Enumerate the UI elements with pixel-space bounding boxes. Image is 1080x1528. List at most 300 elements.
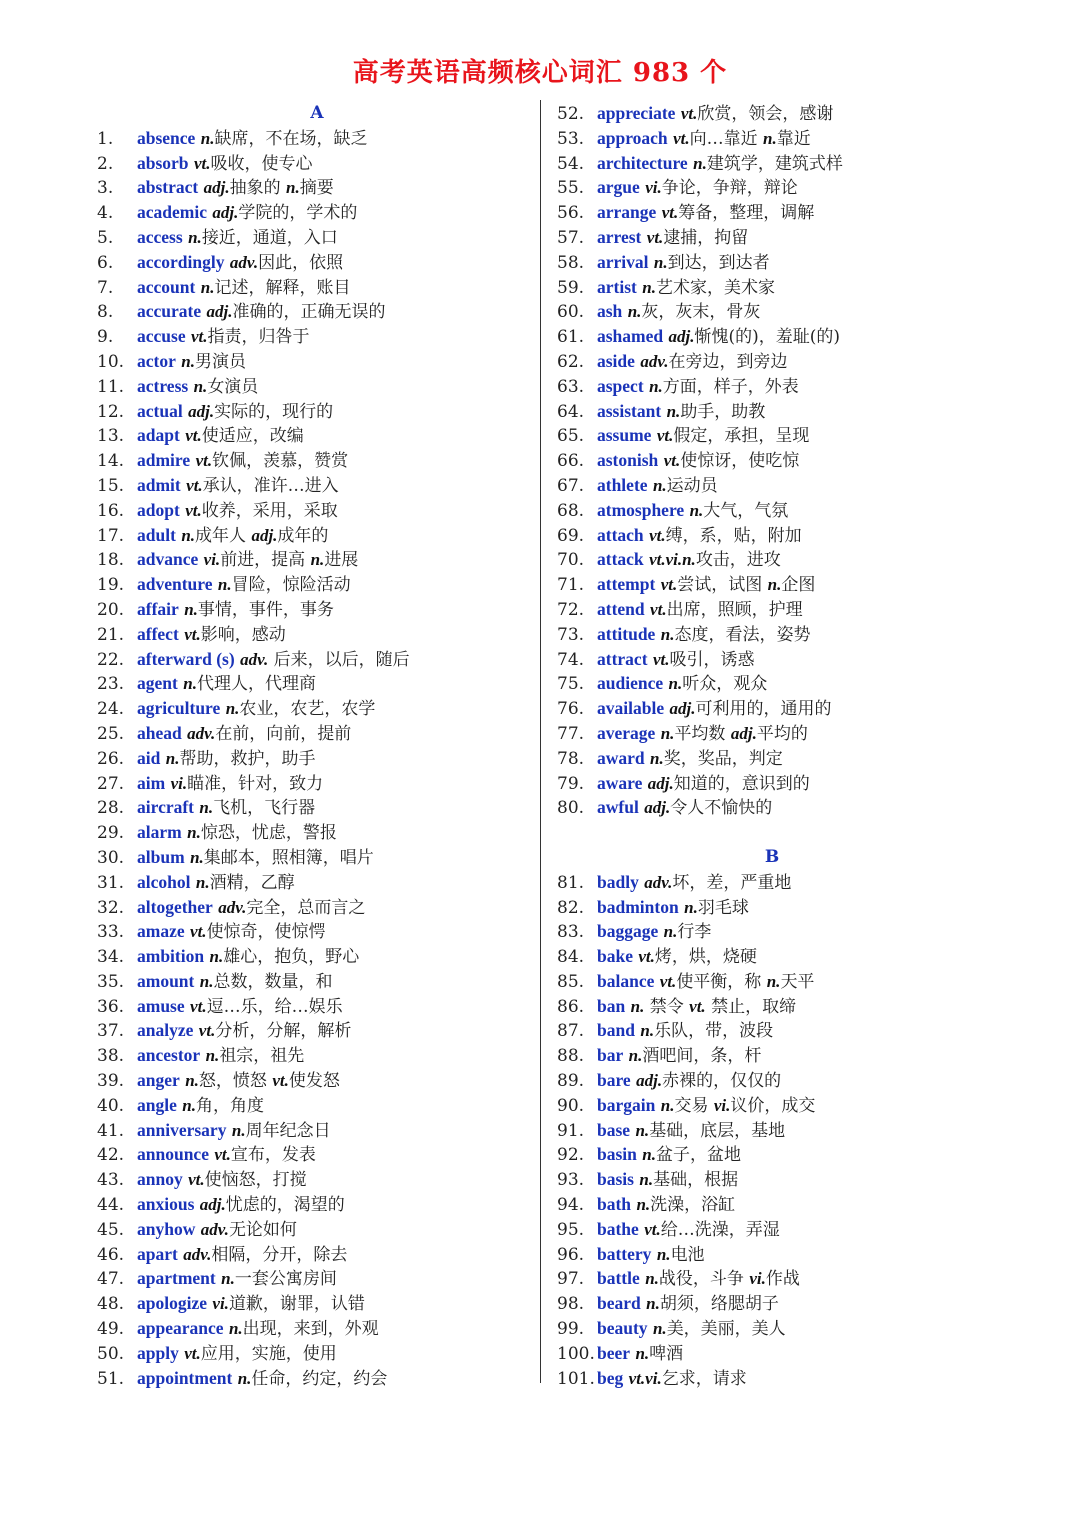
vocab-entry: [557, 324, 987, 349]
vocab-entry: [557, 622, 987, 647]
definition: 给…洗澡，弄湿: [660, 1219, 780, 1240]
entry-word: adapt: [137, 425, 180, 446]
entry-number: 89.: [557, 1071, 585, 1092]
part-of-speech: n.: [181, 525, 196, 545]
part-of-speech: n.: [645, 1269, 659, 1289]
entry-number: 40.: [97, 1095, 125, 1116]
entry-word: architecture: [597, 152, 688, 173]
definition: 平均的: [756, 723, 808, 744]
entry-word: bargain: [597, 1094, 656, 1115]
definition: 听众，观众: [682, 674, 768, 695]
vocab-entry: [557, 101, 987, 126]
part-of-speech: adj.: [669, 699, 696, 719]
part-of-speech: vt.: [193, 153, 211, 173]
definition: 天平: [780, 971, 815, 992]
entry-number: 65.: [557, 426, 585, 447]
definition: 吸引，诱惑: [669, 649, 755, 670]
definition: 酒精，乙醇: [209, 872, 295, 893]
part-of-speech: n.: [231, 1120, 246, 1140]
vocab-entry: [97, 671, 537, 696]
vocab-entry: [557, 126, 987, 151]
part-of-speech: n.: [763, 128, 777, 148]
definition: 使惊讶，使吃惊: [680, 451, 800, 472]
entry-word: battle: [597, 1268, 640, 1289]
definition: 忧虑的，渴望的: [225, 1195, 345, 1216]
entry-word: amaze: [137, 921, 185, 942]
entry-word: audience: [597, 673, 664, 694]
definition: 羽毛球: [697, 897, 749, 918]
vocab-entry: [97, 448, 537, 473]
entry-number: 90.: [557, 1095, 585, 1116]
part-of-speech: n.: [182, 1095, 196, 1115]
part-of-speech: n.: [209, 947, 224, 967]
part-of-speech: n.: [660, 624, 675, 644]
entry-number: 92.: [557, 1145, 585, 1166]
entry-number: 14.: [97, 451, 125, 472]
definition: 在前，向前，提前: [215, 723, 352, 744]
entry-word: ban: [597, 995, 626, 1016]
definition: 方面，样子，外表: [662, 376, 799, 397]
definition: 行李: [677, 922, 712, 943]
part-of-speech: n.: [165, 748, 180, 768]
entry-word: apartment: [137, 1268, 216, 1289]
part-of-speech: n.: [187, 823, 201, 843]
definition: 学院的，学术的: [238, 203, 358, 224]
vocab-entry: [557, 250, 987, 275]
part-of-speech: n.: [630, 996, 645, 1016]
entry-number: 57.: [557, 227, 585, 248]
part-of-speech: vt.: [188, 1170, 205, 1190]
entry-number: 23.: [97, 674, 125, 695]
entry-word: announce: [137, 1144, 209, 1165]
entry-word: beard: [597, 1293, 641, 1314]
entry-word: arrival: [597, 251, 649, 272]
entry-word: argue: [597, 177, 640, 198]
vocab-entry: [557, 671, 987, 696]
entry-word: average: [597, 722, 656, 743]
part-of-speech: vt.: [663, 451, 681, 471]
definition: 无论如何: [228, 1219, 297, 1240]
entry-number: 6.: [97, 252, 114, 273]
part-of-speech: n.: [200, 277, 215, 297]
vocab-entry: [97, 647, 537, 672]
definition: 知道的，意识到的: [673, 773, 810, 794]
entry-word: basin: [597, 1144, 637, 1165]
part-of-speech: vt.: [659, 971, 677, 991]
entry-word: aware: [597, 772, 643, 793]
vocab-entry: [557, 870, 987, 895]
vocab-entry: [97, 1266, 537, 1291]
entry-word: apply: [137, 1342, 179, 1363]
part-of-speech: n.: [693, 153, 707, 173]
definition: 承认，准许…进入: [202, 475, 339, 496]
part-of-speech: adj.: [212, 203, 239, 223]
definition: 奖，奖品，判定: [663, 748, 783, 769]
vocab-entry: [97, 1118, 537, 1143]
part-of-speech: adj.: [199, 1195, 226, 1215]
vocab-entry: [557, 200, 987, 225]
vocab-entry: [97, 1167, 537, 1192]
entry-word: adopt: [137, 499, 180, 520]
definition: 成年的: [277, 525, 329, 546]
entry-number: 80.: [557, 798, 585, 819]
definition: 使平衡，称: [676, 971, 767, 992]
definition: 欣赏，领会，感谢: [697, 104, 834, 124]
entry-word: actress: [137, 375, 189, 396]
entry-word: accordingly: [137, 251, 225, 272]
part-of-speech: vi.: [713, 1095, 731, 1115]
entry-word: atmosphere: [597, 499, 685, 520]
entry-number: 44.: [97, 1195, 125, 1216]
vocab-entry: [557, 275, 987, 300]
vocab-entry: [557, 1093, 987, 1118]
entry-number: 79.: [557, 773, 585, 794]
entry-number: 67.: [557, 475, 585, 496]
part-of-speech: vi.: [212, 1294, 229, 1314]
entry-word: aid: [137, 747, 161, 768]
part-of-speech: vt.: [661, 203, 679, 223]
vocab-entry: [97, 175, 537, 200]
entry-number: 26.: [97, 748, 125, 769]
entry-word: adult: [137, 524, 176, 545]
entry-number: 9.: [97, 327, 114, 348]
part-of-speech: n.: [195, 872, 210, 892]
part-of-speech: vt.: [644, 1219, 661, 1239]
definition: 成年人: [195, 525, 252, 546]
entry-word: accuse: [137, 326, 186, 347]
entry-number: 97.: [557, 1269, 585, 1290]
vocab-entry: [557, 1366, 987, 1391]
definition: 缺席，不在场，缺乏: [214, 128, 368, 149]
part-of-speech: vt.: [186, 475, 203, 495]
part-of-speech: vt.: [673, 128, 690, 148]
entry-word: ash: [597, 301, 623, 322]
vocab-entry: [97, 572, 537, 597]
entry-number: 5.: [97, 227, 114, 248]
part-of-speech: n.: [190, 847, 204, 867]
definition: 怒，愤怒: [198, 1071, 273, 1092]
definition: 宣布，发表: [230, 1145, 316, 1166]
definition: 靠近: [776, 128, 811, 149]
part-of-speech: n.: [668, 674, 683, 694]
entry-number: 30.: [97, 847, 125, 868]
entry-word: athlete: [597, 474, 648, 495]
entry-number: 73.: [557, 624, 585, 645]
part-of-speech: vt.: [656, 426, 674, 446]
definition: 吸收，使专心: [210, 153, 313, 174]
vocab-entry: [97, 969, 537, 994]
entry-word: appointment: [137, 1367, 233, 1388]
part-of-speech: adj.: [251, 525, 278, 545]
vocab-entry: [97, 1217, 537, 1242]
definition: 禁令: [644, 996, 690, 1017]
vocab-entry: [97, 250, 537, 275]
vocab-entry: [557, 647, 987, 672]
entry-number: 94.: [557, 1195, 585, 1216]
entry-word: attach: [597, 524, 644, 545]
vocab-entry: [557, 374, 987, 399]
definition: 啤酒: [649, 1343, 684, 1364]
vocab-entry: [557, 523, 987, 548]
entry-number: 59.: [557, 277, 585, 298]
entry-word: artist: [597, 276, 637, 297]
part-of-speech: vi.: [645, 178, 662, 198]
part-of-speech: adj.: [730, 723, 757, 743]
entry-word: academic: [137, 202, 207, 223]
entry-number: 12.: [97, 401, 125, 422]
entry-word: apologize: [137, 1293, 207, 1314]
vocab-entry: [97, 845, 537, 870]
part-of-speech: n.: [183, 674, 197, 694]
entry-number: 35.: [97, 971, 125, 992]
definition: 基础，根据: [653, 1170, 739, 1191]
part-of-speech: n.: [228, 1319, 243, 1339]
entry-number: 63.: [557, 376, 585, 397]
part-of-speech: vt.: [190, 996, 207, 1016]
definition: 在旁边，到旁边: [668, 351, 788, 372]
vocab-entry: [557, 746, 987, 771]
entry-number: 77.: [557, 723, 585, 744]
definition: 胡须，络腮胡子: [659, 1294, 779, 1315]
vocab-entry: [97, 225, 537, 250]
entry-number: 95.: [557, 1219, 585, 1240]
part-of-speech: n.: [660, 723, 675, 743]
entry-number: 16.: [97, 500, 125, 521]
entry-number: 37.: [97, 1021, 125, 1042]
vocab-entry: [97, 1242, 537, 1267]
part-of-speech: vt.: [184, 1343, 201, 1363]
definition: 议价，成交: [730, 1095, 816, 1116]
entry-number: 46.: [97, 1244, 125, 1265]
entry-word: beauty: [597, 1318, 648, 1339]
entry-number: 101.: [557, 1368, 595, 1389]
definition: 大气，气氛: [703, 500, 789, 521]
definition: 雄心，抱负，野心: [223, 947, 360, 968]
entry-word: ancestor: [137, 1045, 201, 1066]
definition: 烤，烘，烧硬: [654, 947, 757, 968]
entry-number: 43.: [97, 1170, 125, 1191]
entry-number: 39.: [97, 1071, 125, 1092]
definition: 电池: [670, 1244, 705, 1265]
part-of-speech: adj.: [644, 798, 671, 818]
definition: 逗…乐，给…娱乐: [206, 996, 343, 1017]
entry-word: bathe: [597, 1218, 639, 1239]
entry-word: album: [137, 846, 185, 867]
definition: 一套公寓房间: [234, 1269, 337, 1290]
entry-word: assume: [597, 425, 652, 446]
entry-number: 32.: [97, 897, 125, 918]
vocab-entry: [557, 175, 987, 200]
entry-word: attract: [597, 648, 648, 669]
entry-number: 76.: [557, 699, 585, 720]
section-heading: B: [764, 846, 780, 867]
entry-number: 98.: [557, 1294, 585, 1315]
vocab-entry: [557, 498, 987, 523]
part-of-speech: vt.: [649, 525, 666, 545]
entry-number: 91.: [557, 1120, 585, 1141]
entry-number: 42.: [97, 1145, 125, 1166]
definition: 角，角度: [196, 1095, 264, 1116]
part-of-speech: vt.: [652, 649, 670, 669]
definition: 助手，助教: [680, 401, 766, 422]
vocab-entry: [97, 473, 537, 498]
part-of-speech: n.: [628, 1046, 643, 1066]
vocab-entry: [557, 1341, 987, 1366]
vocab-entry: [97, 523, 537, 548]
entry-word: anyhow: [137, 1218, 196, 1239]
column-divider: [540, 100, 541, 1383]
vocab-entry: [557, 721, 987, 746]
part-of-speech: n.: [225, 699, 240, 719]
vocab-entry: [557, 572, 987, 597]
part-of-speech: vt.: [190, 922, 207, 942]
entry-word: abstract: [137, 177, 199, 198]
definition: 祖宗，祖先: [219, 1046, 305, 1067]
part-of-speech: n.: [663, 922, 678, 942]
vocab-entry: [557, 1316, 987, 1341]
entry-number: 15.: [97, 475, 125, 496]
vocab-entry: [97, 771, 537, 796]
entry-number: 93.: [557, 1170, 585, 1191]
entry-word: ahead: [137, 722, 182, 743]
part-of-speech: n.: [766, 971, 781, 991]
vocab-entry: [557, 1043, 987, 1068]
entry-number: 49.: [97, 1319, 125, 1340]
part-of-speech: adj.: [203, 178, 230, 198]
definition: 乞求，请求: [661, 1368, 747, 1389]
part-of-speech: adj.: [206, 302, 233, 322]
definition: 代理人，代理商: [196, 674, 316, 695]
entry-number: 70.: [557, 550, 585, 571]
part-of-speech: vt.: [638, 947, 655, 967]
part-of-speech: n.: [646, 1294, 660, 1314]
entry-word: affair: [137, 598, 179, 619]
entry-number: 27.: [97, 773, 125, 794]
vocab-entry: [557, 225, 987, 250]
definition: 可利用的，通用的: [695, 699, 832, 720]
entry-number: 28.: [97, 798, 125, 819]
entry-word: absorb: [137, 152, 189, 173]
vocab-entry: [557, 399, 987, 424]
definition: 瞄准，针对，致力: [187, 773, 324, 794]
part-of-speech: vt.: [214, 1145, 231, 1165]
vocab-entry: [97, 820, 537, 845]
part-of-speech: vt.vi.: [628, 1368, 662, 1388]
definition: 总数，数量，和: [213, 971, 333, 992]
entry-number: 81.: [557, 872, 585, 893]
entry-number: 56.: [557, 203, 585, 224]
part-of-speech: adv.: [183, 1244, 212, 1264]
entry-number: 71.: [557, 575, 585, 596]
vocab-entry: [97, 1341, 537, 1366]
vocab-entry: [97, 1068, 537, 1093]
definition: 洗澡，浴缸: [650, 1195, 736, 1216]
part-of-speech: vt.vi.n.: [649, 550, 696, 570]
vocab-column-right: [557, 101, 987, 1390]
part-of-speech: n.: [200, 128, 215, 148]
vocab-entry: [557, 1217, 987, 1242]
part-of-speech: n.: [689, 500, 704, 520]
part-of-speech: vt.: [184, 624, 201, 644]
entry-number: 45.: [97, 1219, 125, 1240]
vocab-entry: [97, 622, 537, 647]
definition: 道歉，谢罪，认错: [228, 1294, 365, 1315]
entry-number: 69.: [557, 525, 585, 546]
entry-number: 87.: [557, 1021, 585, 1042]
vocab-entry: [557, 597, 987, 622]
part-of-speech: n.: [221, 1269, 235, 1289]
entry-word: admit: [137, 474, 181, 495]
vocab-entry: [97, 275, 537, 300]
part-of-speech: adv.: [187, 723, 216, 743]
vocab-entry: [97, 795, 537, 820]
entry-number: 17.: [97, 525, 125, 546]
definition: 后来，以后，随后: [268, 649, 410, 670]
entry-word: anger: [137, 1070, 180, 1091]
entry-word: bath: [597, 1194, 632, 1215]
definition: 指责，归咎于: [207, 327, 310, 348]
entry-word: admire: [137, 450, 191, 471]
entry-word: anxious: [137, 1194, 195, 1215]
definition: 相隔，分开，除去: [211, 1244, 348, 1265]
definition: 惭愧(的)，羞耻(的): [694, 327, 841, 348]
vocab-entry: [97, 919, 537, 944]
entry-number: 36.: [97, 996, 125, 1017]
entry-number: 51.: [97, 1368, 125, 1389]
vocab-entry: [97, 1291, 537, 1316]
entry-word: absence: [137, 127, 196, 148]
vocab-entry: [97, 597, 537, 622]
definition: 乐队，带，波段: [654, 1021, 774, 1042]
entry-number: 62.: [557, 351, 585, 372]
vocab-entry: [97, 299, 537, 324]
entry-word: actor: [137, 350, 176, 371]
vocab-entry: [557, 349, 987, 374]
entry-word: battery: [597, 1243, 652, 1264]
part-of-speech: vt.: [198, 1021, 216, 1041]
definition: 企图: [781, 575, 816, 596]
part-of-speech: n.: [199, 798, 214, 818]
entry-number: 19.: [97, 575, 125, 596]
definition: 交易: [674, 1095, 714, 1116]
entry-number: 13.: [97, 426, 125, 447]
entry-number: 34.: [97, 947, 125, 968]
entry-number: 86.: [557, 996, 585, 1017]
definition: 应用，实施，使用: [200, 1343, 337, 1364]
part-of-speech: vt.: [680, 104, 698, 123]
entry-word: astonish: [597, 450, 659, 471]
entry-word: access: [137, 226, 183, 247]
entry-word: badly: [597, 871, 639, 892]
entry-number: 88.: [557, 1046, 585, 1067]
entry-number: 82.: [557, 897, 585, 918]
entry-word: aside: [597, 350, 635, 371]
entry-word: afterward (s): [137, 648, 235, 669]
part-of-speech: n.: [635, 1120, 650, 1140]
definition: 出现，来到，外观: [242, 1319, 379, 1340]
part-of-speech: n.: [767, 575, 782, 595]
vocab-entry: [557, 473, 987, 498]
vocab-entry: [97, 895, 537, 920]
vocab-entry: [97, 1018, 537, 1043]
vocab-entry: [97, 1366, 537, 1391]
entry-number: 54.: [557, 153, 585, 174]
entry-word: altogether: [137, 896, 213, 917]
vocab-entry: [557, 1118, 987, 1143]
entry-word: attack: [597, 549, 644, 570]
definition: 抽象的: [229, 178, 287, 199]
part-of-speech: n.: [188, 227, 202, 247]
